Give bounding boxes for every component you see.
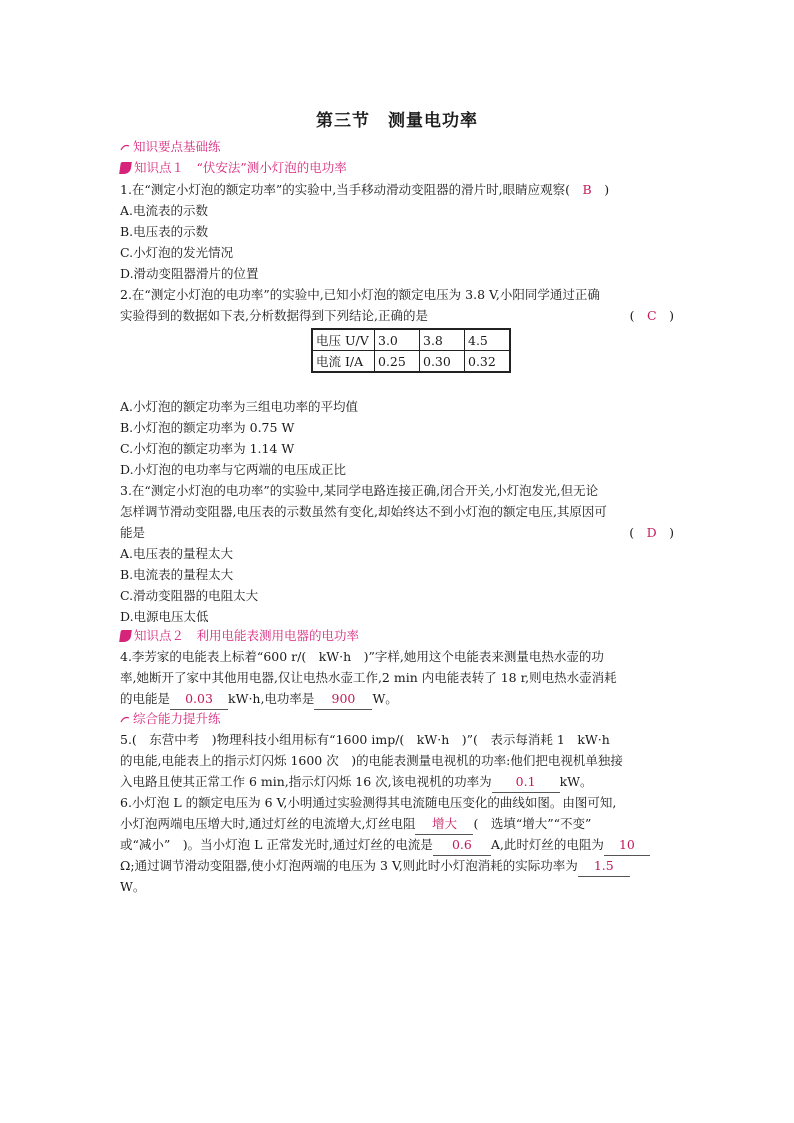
section-advanced-heading — [120, 709, 221, 729]
q2-data-table — [311, 328, 511, 373]
table-cell: 0.32 — [465, 351, 511, 373]
q6-line3: 或“减小” )。当小灯泡 L 正常发光时,通过灯丝的电流是 0.6 A,此时灯丝的电阻为 10 — [120, 835, 650, 856]
table-cell: 电压 U/V — [312, 329, 375, 351]
q6-blank-current: 0.6 — [433, 835, 491, 856]
q3-option-d: D.电源电压太低 — [120, 609, 209, 624]
q6-blank-actual-power: 1.5 — [578, 856, 630, 877]
q2-option-d: D.小灯泡的电功率与它两端的电压成正比 — [120, 462, 347, 477]
q1-option-d: D.滑动变阻器滑片的位置 — [120, 266, 259, 281]
q1-stem: 1.在“测定小灯泡的额定功率”的实验中,当手移动滑动变阻器的滑片时,眼睛应观察( B ) — [120, 182, 610, 197]
section-flourish-icon — [120, 714, 130, 724]
q6-blank-resistance-change: 增大 — [415, 814, 473, 835]
section-basic-label: 知识要点基础练 — [133, 139, 221, 154]
q3-option-c: C.滑动变阻器的电阻太大 — [120, 588, 259, 603]
q1-option-b: B.电压表的示数 — [120, 224, 209, 239]
table-cell: 4.5 — [465, 329, 511, 351]
q3-option-b: B.电流表的量程太大 — [120, 567, 234, 582]
table-cell: 0.25 — [375, 351, 420, 373]
q2-option-a: A.小灯泡的额定功率为三组电功率的平均值 — [120, 399, 359, 414]
knowledge-point-1-label: 知识点１ “伏安法”测小灯泡的电功率 — [134, 160, 347, 175]
q5-line2: 的电能,电能表上的指示灯闪烁 1600 次 )的电能表测量电视机的功率:他们把电视机单独接 — [120, 753, 623, 768]
table-cell: 电流 I/A — [312, 351, 375, 373]
q5-line3: 入电路且使其正常工作 6 min,指示灯闪烁 16 次,该电视机的功率为 0.1 kW。 — [120, 772, 593, 793]
q3-option-a: A.电压表的量程太大 — [120, 546, 234, 561]
section-basic-heading — [120, 137, 221, 157]
q2-answer: C — [647, 308, 657, 323]
bookmark-icon — [119, 162, 132, 174]
bookmark-icon — [119, 630, 132, 642]
knowledge-point-2 — [120, 626, 359, 646]
q4-line2: 率,她断开了家中其他用电器,仅让电热水壶工作,2 min 内电能表转了 18 r,则电热水壶消耗 — [120, 670, 617, 685]
q4-line3: 的电能是 0.03 kW·h,电功率是 900 W。 — [120, 689, 398, 710]
q3-stem-line2: 怎样调节滑动变阻器,电压表的示数虽然有变化,却始终达不到小灯泡的额定电压,其原因可 — [120, 504, 607, 519]
knowledge-point-2-label: 知识点２ 利用电能表测用电器的电功率 — [134, 628, 360, 643]
table-cell: 3.0 — [375, 329, 420, 351]
q4-blank-power: 900 — [314, 689, 372, 710]
q1-option-a: A.电流表的示数 — [120, 203, 209, 218]
q2-answer-bracket: ( C ) — [629, 308, 674, 323]
q2-stem-line1: 2.在“测定小灯泡的电功率”的实验中,已知小灯泡的额定电压为 3.8 V,小阳同学通过正确 — [120, 287, 600, 302]
page-title: 第三节 测量电功率 — [316, 111, 478, 131]
q1-option-c: C.小灯泡的发光情况 — [120, 245, 234, 260]
q6-line1: 6.小灯泡 L 的额定电压为 6 V,小明通过实验测得其电流随电压变化的曲线如图。由图可知, — [120, 795, 617, 810]
table-row — [312, 329, 510, 351]
q6-line2: 小灯泡两端电压增大时,通过灯丝的电流增大,灯丝电阻 增大 ( 选填“增大”“不变” — [120, 814, 591, 835]
q2-option-b: B.小灯泡的额定功率为 0.75 W — [120, 420, 295, 435]
q2-stem-line2: 实验得到的数据如下表,分析数据得到下列结论,正确的是 — [120, 308, 428, 323]
knowledge-point-1 — [120, 158, 347, 178]
q4-blank-energy: 0.03 — [170, 689, 228, 710]
q6-line4: Ω;通过调节滑动变阻器,使小灯泡两端的电压为 3 V,则此时小灯泡消耗的实际功率为 1.5 — [120, 856, 630, 877]
q5-line1: 5.( 东营中考 )物理科技小组用标有“1600 imp/( kW·h )”( 表示每消耗 1 kW·h — [120, 732, 610, 747]
q6-line5: W。 — [120, 879, 146, 894]
q1-answer: B — [582, 182, 592, 197]
q3-stem-line3: 能是 — [120, 525, 146, 540]
q3-answer: D — [646, 525, 657, 540]
q4-line1: 4.李芳家的电能表上标着“600 r/( kW·h )”字样,她用这个电能表来测量电热水壶的功 — [120, 649, 604, 664]
section-flourish-icon — [120, 142, 130, 152]
q2-option-c: C.小灯泡的额定功率为 1.14 W — [120, 441, 295, 456]
q5-blank-power: 0.1 — [492, 772, 560, 793]
q6-blank-resistance: 10 — [604, 835, 650, 856]
table-cell: 0.30 — [420, 351, 465, 373]
table-cell: 3.8 — [420, 329, 465, 351]
section-advanced-label: 综合能力提升练 — [133, 711, 221, 726]
q3-stem-line1: 3.在“测定小灯泡的电功率”的实验中,某同学电路连接正确,闭合开关,小灯泡发光,但无论 — [120, 483, 599, 498]
table-row — [312, 351, 510, 373]
q3-answer-bracket: ( D ) — [629, 525, 674, 540]
